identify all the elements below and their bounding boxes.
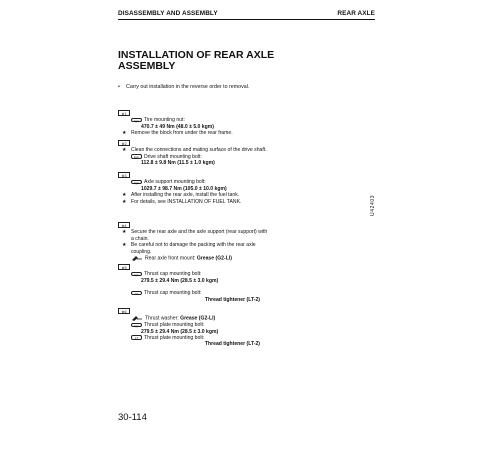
step-tag: ※4: [118, 222, 130, 228]
star-note: [118, 130, 268, 136]
step-tag: ※1: [118, 110, 130, 116]
torque-label: Drive shaft mounting bolt:: [144, 153, 202, 160]
torque-value: 112.8 ± 9.8 Nm (11.5 ± 1.0 kgm): [141, 160, 215, 167]
star-note-text: Remove the block from under the rear frame.: [131, 130, 233, 137]
star-icon: ★: [122, 242, 127, 249]
step-3: [118, 172, 268, 205]
step-5: [118, 264, 268, 303]
intro-text: Carry out installation in the reverse order to removal.: [126, 84, 250, 90]
grease-line: [118, 255, 268, 262]
header-rule: [118, 19, 375, 20]
grease-brush-icon: [131, 315, 143, 321]
star-note-text: Secure the rear axle and the axle support (rear support) with a chain.: [131, 229, 268, 242]
torque-wrench-icon: kgm: [131, 272, 142, 277]
star-note-text: Clean the connections and mating surface of the drive shaft.: [131, 147, 267, 154]
torque-wrench-icon: kgm: [131, 154, 142, 159]
torque-value: 279.5 ± 29.4 Nm (28.5 ± 3.0 kgm): [141, 328, 219, 335]
page-number: 30-114: [118, 412, 147, 423]
torque-value: 279.5 ± 29.4 Nm (28.5 ± 3.0 kgm): [141, 277, 219, 284]
step-tag: ※3: [118, 172, 130, 178]
grease-value: Grease (G2-LI): [196, 255, 232, 262]
star-icon: ★: [122, 198, 127, 205]
grease-label: Rear axle front mount:: [145, 255, 197, 262]
thread-value: Thread tightener (LT-2): [204, 341, 260, 348]
torque-wrench-icon: kgm: [131, 118, 142, 123]
intro-note: [118, 84, 263, 91]
star-note: [118, 229, 268, 242]
bullet-marker: •: [118, 84, 120, 90]
star-note: [118, 199, 268, 205]
figure-code: U42403: [370, 194, 376, 216]
thread-label: Thrust cap mounting bolt:: [144, 290, 202, 297]
grease-brush-icon: [131, 255, 143, 261]
star-note-text: Be careful not to damage the packing with the rear axle coupling.: [131, 242, 256, 255]
torque-wrench-icon: LT: [131, 335, 142, 340]
step-tag: ※2: [118, 140, 130, 146]
torque-value: 1029.7 ± 98.7 Nm (105.0 ± 10.0 kgm): [141, 185, 227, 192]
star-note: [118, 242, 268, 255]
step-4: [118, 222, 268, 262]
torque-wrench-icon: LT: [131, 291, 142, 296]
star-note-text: After installing the rear axle, install the fuel tank.: [131, 192, 240, 199]
step-tag: ※6: [118, 308, 130, 314]
step-6: [118, 308, 268, 348]
grease-value: Grease (G2-LI): [180, 315, 216, 322]
header-chapter-title: REAR AXLE: [337, 10, 375, 17]
torque-label: Axle support mounting bolt:: [144, 179, 206, 186]
grease-line: [118, 315, 268, 322]
torque-value: 470.7 ± 49 Nm (48.0 ± 5.0 kgm): [141, 123, 214, 130]
grease-label: Thrust washer:: [145, 315, 181, 322]
torque-wrench-icon: kgm: [131, 180, 142, 185]
header-section-title: DISASSEMBLY AND ASSEMBLY: [118, 10, 218, 17]
page-title: INSTALLATION OF REAR AXLE ASSEMBLY: [118, 49, 275, 72]
torque-wrench-icon: kgm: [131, 323, 142, 328]
star-icon: ★: [122, 229, 127, 236]
star-note-text: For details, see INSTALLATION OF FUEL TANK.: [131, 198, 242, 205]
torque-label: Tire mounting nut:: [144, 117, 185, 124]
torque-label: Thrust plate mounting bolt:: [144, 322, 205, 329]
star-icon: ★: [122, 130, 127, 137]
step-2: [118, 140, 268, 167]
star-icon: ★: [122, 192, 127, 199]
torque-label: Thrust cap mounting bolt:: [144, 271, 202, 278]
star-icon: ★: [122, 147, 127, 154]
thread-label: Thrust plate mounting bolt:: [144, 334, 205, 341]
thread-value: Thread tightener (LT-2): [204, 296, 260, 303]
step-tag: ※5: [118, 264, 130, 270]
step-1: [118, 110, 268, 137]
